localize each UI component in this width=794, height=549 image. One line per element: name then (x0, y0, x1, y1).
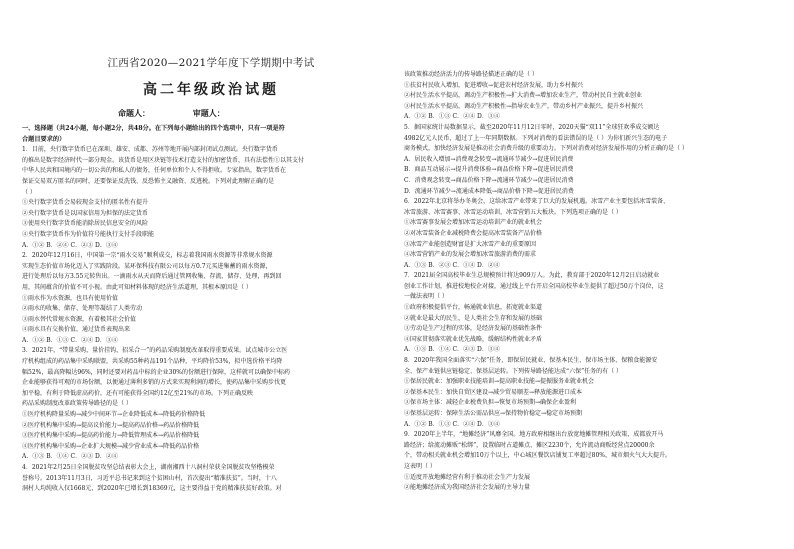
right-column-text (404, 70, 782, 494)
right-text-line: ④保基层运转：保障生活公需品供应→保持物价稳定→稳定市场预期 (404, 410, 583, 417)
left-text-line: ③雨水替代常规水资源，有着极其社会价值 (22, 315, 137, 323)
right-text-line: 这表明（ ） (404, 462, 436, 470)
left-text-line: ④央行数字货币作为价值符号能执行支付手段职能 (22, 230, 155, 238)
right-text-line: 一做法表明（ ） (404, 293, 448, 301)
left-text-line: ②央行数字货币是以国家信用为担保的法定货币 (22, 209, 149, 217)
exam-subtitle: 高二年级政治试题 (143, 82, 279, 98)
right-text-line: C．消费观念转变→商品价格下降→流通环节减少→促进居民消费 (404, 176, 574, 184)
left-text-line: A．①② B．②④ C．②③ D．③④ (22, 241, 118, 249)
left-text-line: A．①③ B．①④ C．②③ D．②④ (22, 453, 118, 461)
right-text-line: 商务模式，加快经济发展是推动社会消费升级的重要动力。下列对消费对经济发展作用的分析正确的是（ ） (404, 145, 688, 153)
left-text-line: 洞村人均纯收入仅1668元，到2020年已增长到18369元，这主要得益于党的精准扶贫好政策。对 (22, 485, 282, 493)
right-text-line: ①扶贫村民收入增加，促进增收→促进农村经济发展，助力乡村振兴 (404, 81, 584, 89)
right-text-line: ②对冰雪装备企业减税降费会提高冰雪装备产品价格 (404, 229, 543, 237)
right-text-line: 5．据国家统计局数据显示，截至2020年11月12日零时，2020天猫“双11”全球狂欢季成交额达 (404, 123, 660, 131)
left-text-line: 疗机构组成的药品集中采购联盟，共采购55种药品191个品种，平均降价53%，拟中选价格平均降 (22, 358, 283, 366)
left-column-text (22, 124, 400, 495)
right-text-line: A．①② B．①③ C．②④ D．③④ (404, 420, 500, 428)
left-text-line: ①医疗机构降量采购→减少中间环节→企业降低成本→降低药价格降低 (22, 411, 206, 419)
left-text-line: （ ） (22, 188, 36, 196)
left-text-line: 的推出是数字经济时代一部分现金。该货币是用区块链等技术打造支付的加密货币，具有法偿性①以其支付 (22, 156, 305, 164)
left-text-line: A．①② B．①③ C．②④ D．③④ (22, 336, 118, 344)
left-text-line: 加平稳，有利于降低虚高药价，还有可能获得全国约12亿至21%的市场。下列正确反映 (22, 389, 253, 397)
right-text-line: ②能地摊经济成为我国经济社会发展的主导力量 (404, 484, 531, 492)
left-text-line: 用，其间蕴含的价值不可小视。由此可知材料体现的经济生活道理，其根本原因是（ ） (22, 283, 252, 291)
right-text-line: A．居民收入增加→消费观念转变→流通环节减少→促进居民消费 (404, 155, 574, 163)
right-column (404, 70, 782, 545)
right-text-line: ④冰雪营销产业的发展会增加冰雪旅游消费的需求 (404, 251, 537, 259)
right-text-line: B．商品互动展示→提升消费体验→商品价格下降→促进居民消费 (404, 166, 574, 174)
right-text-line: ④国家贯彻落实就业优先战略，缓解结构性就业矛盾 (404, 335, 543, 343)
right-text-line: A．①③ B．②③ C．①④ D．②④ (404, 261, 500, 269)
right-text-line: ③劳动是生产过程的实体，是经济发展的基础性条件 (404, 325, 543, 333)
exam-title: 江西省2020—2021学年度下学期期中考试 (107, 57, 315, 69)
left-text-line: 企业能够获得可观的市场份额，以便通过薄利多销的方式来实现利润的增长，使药品集中采购步伐更 (22, 379, 287, 387)
left-text-line: ①央行数字货币会易较现金支付的匿名性有提升 (22, 199, 149, 207)
right-text-line: 9．2020年上半年，“地摊经济”风靡全国。地方政府相继出台放宽地摊管理相关政策，成都放开马 (404, 431, 664, 439)
right-text-line: ①保居民就业：加强职业技能培训→提高职业技能→提振服务业就业机会 (404, 378, 595, 386)
right-text-line: 创业工作计划，推进校地校企对接，通过线上平台开启全国高校毕业生提供了超过50万个岗位，这 (404, 282, 664, 290)
right-text-line: A．①② B．①③ C．②④ D．③④ (404, 113, 500, 121)
right-text-line: ①适度开放地摊经营有利于推动社会生产力发展 (404, 473, 531, 481)
right-text-line: ②就业是最大的民生，是人类社会生存和发展的基础 (404, 314, 543, 322)
right-text-line: 该政策推动经济活力的传导路径描述正确的是（ ） (404, 71, 538, 78)
right-text-line: A．①③ B．①④ C．②③ D．③④ (404, 346, 500, 354)
author-label: 命题人： (118, 108, 150, 118)
right-text-line: 4982亿元人民币，超过了上一年同期数据。下列对消费的看法错误的是（ ）为你们新兴生态的电子 (404, 134, 668, 142)
right-text-line: ②保基本民生：加快自贸区建设→减少贸易顺差→释放能源进口成本 (404, 388, 583, 396)
right-text-line: 7．2021届全国高校毕业生总规模预计将达909万人。为此，教育部于2020年12月2日启动就业 (404, 272, 660, 280)
right-text-line: ③冰雪产业能创造财富是扩大冰雪产业的重要原因 (404, 240, 537, 248)
right-text-line: ②村民生活水平提高，调动生产积极性→扩大消费→增加农业生产，带动村民自主就业创业 (404, 92, 643, 100)
left-text-line: ①雨水作为水资源，也具有使用价值 (22, 294, 119, 302)
left-text-line: 药品采购制度改革政策传导路径的是（ ） (22, 400, 132, 408)
left-text-line: ④雨水具有交换价值，通过货币表现出来 (22, 326, 131, 334)
right-text-line: 冰雪旅游、冰雪赛事、冰雪运动培训、冰雪营销五大板块。下列选项正确的是（ ） (404, 208, 622, 216)
right-text-line: 个，带动相关就业机会增加10万个以上，中心城区餐饮店铺复工率超过80%，城市烟火气大大提升。 (404, 452, 671, 460)
right-text-line: 路经济；给流动摊贩“松绑”，设置临时占道摊点、摊区2230个，允许流动商贩经营点20000余 (404, 441, 655, 449)
left-text-line: 中华人民共和国境内的一切公共的和私人的债务，任何单位和个人不得拒收。专家指出，数字货币在 (22, 167, 287, 175)
left-column (22, 40, 400, 545)
left-text-line: 3．2021年，“带量采购，量价挂钩，招采合一”的药品采购制度改革取得重要成果。试点城市公立医 (22, 347, 288, 355)
left-text-line: ②医疗机构集中采购→提高议价能力→提高药品价格→药品价格降低 (22, 421, 200, 429)
left-text-line: 保证交易双方匿名的同时，还要保证反洗钱、反恐怖主义融资、反逃税。下列对此理解正确的是 (22, 177, 275, 185)
left-text-line: 2．2020年12月16日，中国第一宗“雨水交易”顺利成交，标志着我国雨水资源等非常规水资源 (22, 252, 273, 260)
right-text-line: D．流通环节减少→流通成本降低→商品价格下降→促进居民消费 (404, 187, 574, 195)
left-text-line: ②雨水的收集、储存、处理等凝结了人类劳动 (22, 305, 143, 313)
right-text-line: ①政府积极提倡平台，畅通就业信息，拓宽就业渠道 (404, 304, 543, 312)
left-text-line: 幅52%，最高降幅达96%，同时还要对药品中标的企业30%的份额进行保障，这样就可以确保中标药 (22, 368, 291, 376)
left-text-line: 1．目前，央行数字货币已在深圳、雄安、成都、苏州等地开展内部封闭试点测试。央行数字货币 (22, 146, 278, 154)
right-text-line: 全、保产业链供应链稳定、保基层运转。下列传导路径能达成“六保”任务的有（ ） (404, 367, 623, 375)
reviewer-label: 审题人： (192, 108, 225, 118)
right-text-line: ③村民生活水平提高，调动生产积极性→指导农业生产，带动乡村产业振兴，提升乡村振兴 (404, 102, 644, 110)
right-text-line: 8．2020年我国全面落实“六保”任务，即保居民就业、保基本民生、保市场主体、保粮食能源安 (404, 357, 658, 365)
left-text-line: 一、选择题（共24小题，每小题2分，共48分。在下列每小题给出的四个选项中，只有一项是符 (22, 125, 285, 132)
right-text-line: ③保市场主体：减轻企业税费负担→恢复市场预期→确保企业盈利 (404, 399, 577, 407)
left-text-line: ③医疗机构集中采购→提高药价能力→降低管理成本→药品价格降低 (22, 432, 200, 440)
right-text-line: ①冰雪赛事发展会增加冰雪运动培训产业的就业机会 (404, 219, 543, 227)
left-text-line: 进行处理后以每方3.55元转售出。一滴雨水从天而降后通过管网收集、存流、储存、处理，再到回 (22, 273, 282, 281)
left-text-line: 4．2021年2月25日全国脱贫攻坚总结表彰大会上，湖南湘西十八洞村荣获全国脱贫攻坚楷模荣 (22, 464, 275, 471)
left-text-line: ③使用央行数字货币能消除居民信息安全的风险 (22, 220, 149, 228)
left-text-line: ④医疗机构集中采购→企业扩大规模→减少营业成本→降低药品价格 (22, 442, 200, 450)
right-text-line: 6．2022年北京将举办冬奥会，这给冰雪产业带来了巨大的发展机遇。冰雪产业主要包括冰雪装备、 (404, 198, 670, 206)
exam-meta (22, 106, 400, 120)
left-text-line: 实现生态价值市场化迈入了实践阶段。某环保科技有限公司以每方0.7元买进集蓄的雨水资源， (22, 262, 272, 270)
left-text-line: 誉称号。2013年11月3日，习近平总书记来到这个贫困山村，首次提出“精准扶贫”。当时，十八 (22, 474, 277, 482)
left-text-line: 合题目要求的） (22, 135, 66, 143)
